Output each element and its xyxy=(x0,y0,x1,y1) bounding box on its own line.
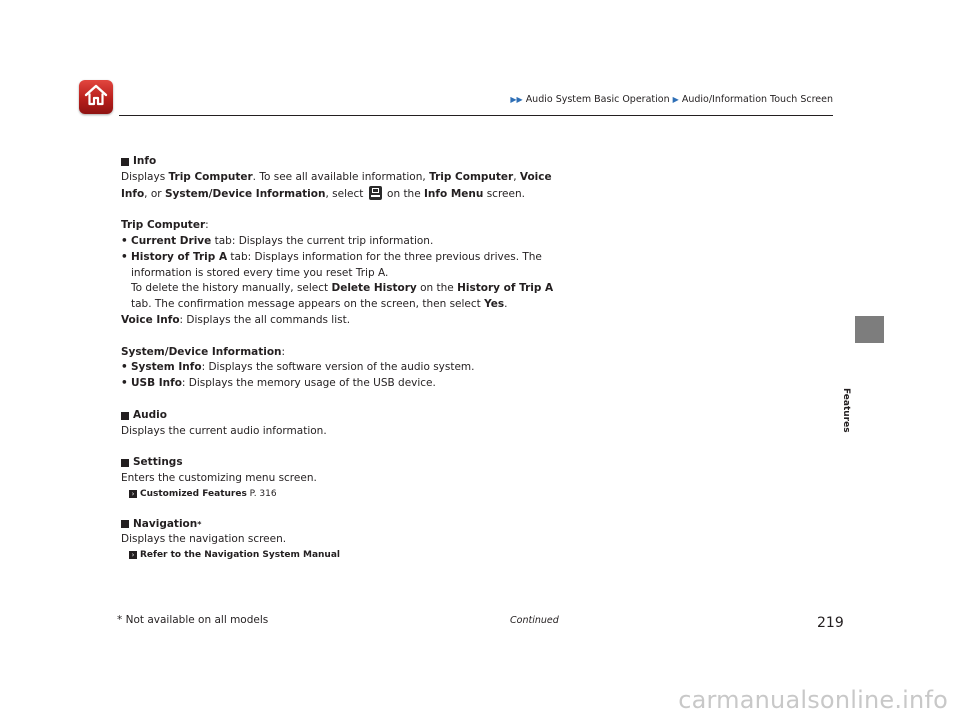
text: . To see all available information, xyxy=(252,170,430,183)
term: Voice Info xyxy=(121,313,180,326)
system-device-heading xyxy=(121,345,561,361)
section-title-text: Navigation xyxy=(133,517,198,530)
term: Delete History xyxy=(331,282,417,295)
delete-history-line xyxy=(121,281,561,297)
xref-label[interactable]: Refer to the Navigation System Manual xyxy=(140,550,340,561)
square-bullet-icon xyxy=(121,520,129,528)
text: on the xyxy=(416,282,458,295)
breadcrumb-arrow-icon: ▶▶ xyxy=(510,95,523,104)
trip-computer-heading xyxy=(121,218,561,234)
bullet-dot: • xyxy=(121,361,128,374)
home-button[interactable] xyxy=(79,80,113,114)
section-title-settings xyxy=(121,455,561,471)
section-title-audio xyxy=(121,408,561,424)
term: Info xyxy=(121,187,145,200)
bullet-system-info xyxy=(121,360,561,376)
bullet-usb-info xyxy=(121,376,561,392)
xref-label[interactable]: Customized Features xyxy=(140,488,247,499)
section-title-text: Settings xyxy=(133,456,183,469)
text: tab: Displays information for the three previous drives. The xyxy=(227,250,542,263)
term: USB Info xyxy=(131,377,182,390)
text: information is stored every time you reset Trip A. xyxy=(131,266,389,279)
term: System Info xyxy=(131,361,202,374)
term: History of Trip A xyxy=(131,250,228,263)
breadcrumb-arrow-icon: ▶ xyxy=(672,95,679,104)
breadcrumb-item[interactable]: Audio System Basic Operation xyxy=(525,94,670,105)
square-bullet-icon xyxy=(121,459,129,467)
section-title-navigation xyxy=(121,517,561,533)
text: , select xyxy=(325,187,367,200)
bullet-dot: • xyxy=(121,250,128,263)
text: tab: Displays the current trip information. xyxy=(211,234,434,247)
text: on the xyxy=(383,187,425,200)
term: History of Trip A xyxy=(457,282,554,295)
text: , xyxy=(513,170,520,183)
cross-reference-icon: › xyxy=(129,490,137,498)
section-title-text: Audio xyxy=(133,408,167,421)
cross-reference-icon: › xyxy=(129,551,137,559)
breadcrumb-item[interactable]: Audio/Information Touch Screen xyxy=(681,94,833,105)
bullet-current-drive xyxy=(121,234,561,250)
header-divider xyxy=(119,115,833,116)
settings-description: Enters the customizing menu screen. xyxy=(121,471,317,484)
term: Trip Computer xyxy=(121,219,206,232)
term: Current Drive xyxy=(131,234,212,247)
main-content xyxy=(121,154,561,562)
term: Info Menu xyxy=(424,187,484,200)
home-icon xyxy=(84,84,108,110)
square-bullet-icon xyxy=(121,412,129,420)
page-number: 219 xyxy=(817,615,844,631)
text: : Displays the software version of the audio system. xyxy=(201,361,475,374)
xref-page: P. 316 xyxy=(246,488,277,499)
breadcrumb xyxy=(510,94,833,105)
footnote: * Not available on all models xyxy=(117,614,269,626)
text: screen. xyxy=(483,187,525,200)
confirmation-line xyxy=(121,297,561,313)
term: Voice xyxy=(519,170,552,183)
bullet-dot: • xyxy=(121,234,128,247)
audio-description: Displays the current audio information. xyxy=(121,424,327,437)
text: To delete the history manually, select xyxy=(131,282,332,295)
bullet-history-trip-a xyxy=(121,250,561,266)
voice-info-line xyxy=(121,313,561,329)
bullet-dot: • xyxy=(121,377,128,390)
text: . xyxy=(504,298,508,311)
term: System/Device Information xyxy=(164,187,326,200)
section-title-text: Info xyxy=(133,155,157,167)
footnote-marker: * xyxy=(197,519,202,529)
navigation-description: Displays the navigation screen. xyxy=(121,533,287,546)
term: Trip Computer xyxy=(168,170,253,183)
square-bullet-icon xyxy=(121,158,129,166)
info-intro xyxy=(121,170,561,203)
term: Yes xyxy=(484,298,505,311)
term: Trip Computer xyxy=(429,170,514,183)
text: : Displays the memory usage of the USB device. xyxy=(181,377,436,390)
watermark: carmanualsonline.info xyxy=(678,686,948,714)
continued-label: Continued xyxy=(510,615,559,626)
term: System/Device Information xyxy=(121,345,282,358)
text: : Displays the all commands list. xyxy=(179,313,351,326)
section-tab-marker xyxy=(855,316,884,343)
xref-customized-features[interactable] xyxy=(121,487,561,501)
text: , or xyxy=(144,187,165,200)
text: tab. The confirmation message appears on the screen, then select xyxy=(131,298,485,311)
text: Displays xyxy=(121,170,169,183)
xref-navigation-manual[interactable] xyxy=(121,548,561,562)
text: : xyxy=(205,219,209,232)
section-title-info xyxy=(121,154,561,170)
menu-icon xyxy=(369,186,382,200)
section-tab-label: Features xyxy=(841,388,851,433)
text: : xyxy=(281,345,286,358)
